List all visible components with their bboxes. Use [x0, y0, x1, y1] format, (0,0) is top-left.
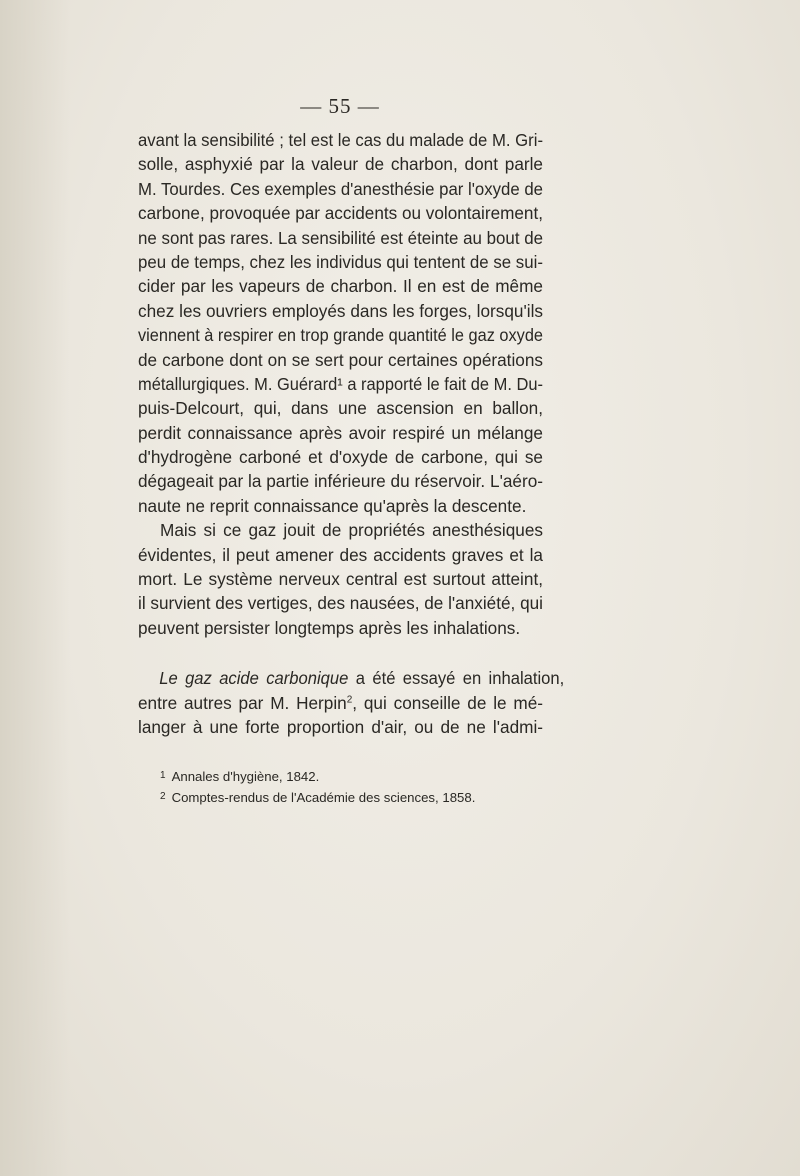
- text-line: Mais si ce gaz jouit de propriétés anesthésiques: [160, 520, 543, 541]
- text-fragment: , qui conseille de le mé-: [352, 692, 543, 713]
- footnote-text: Comptes-rendus de l'Académie des sciences, 1858.: [171, 790, 476, 805]
- footnote-reference: 2: [346, 693, 353, 705]
- paragraph-gap: [138, 640, 543, 666]
- text-line: cider par les vapeurs de charbon. Il en est de même: [138, 276, 543, 297]
- footnote: [160, 765, 475, 786]
- text-line: de carbone dont on se sert pour certaines opérations: [138, 349, 543, 370]
- footnote: [160, 786, 475, 807]
- text-line: mort. Le système nerveux central est surtout atteint,: [138, 569, 543, 590]
- footnote-mark: 2: [160, 791, 166, 802]
- text-fragment: a été essayé en inhalation,: [348, 668, 565, 689]
- body-text: [138, 128, 565, 739]
- italic-term: Le gaz acide carbonique: [159, 668, 349, 689]
- text-line: d'hydrogène carboné et d'oxyde de carbone, qui se: [138, 447, 543, 468]
- text-line: ne sont pas rares. La sensibilité est éteinte au bout de: [138, 227, 544, 248]
- text-line: [138, 666, 564, 690]
- page-number: — 55 —: [300, 94, 380, 118]
- text-line: langer à une forte proportion d'air, ou de ne l'admi-: [138, 716, 543, 737]
- text-fragment: entre autres par M. Herpin: [138, 692, 347, 713]
- gutter-shadow: [0, 0, 70, 1176]
- text-line: naute ne reprit connaissance qu'après la descente.: [138, 495, 527, 516]
- text-line: dégageait par la partie inférieure du réservoir. L'aéro-: [138, 471, 543, 492]
- text-line: [138, 691, 543, 715]
- footnote-text: Annales d'hygiène, 1842.: [171, 769, 320, 784]
- text-line: solle, asphyxié par la valeur de charbon, dont parle: [138, 154, 543, 175]
- text-line: chez les ouvriers employés dans les forges, lorsqu'ils: [138, 300, 543, 321]
- footnotes: [160, 765, 475, 807]
- text-line: carbone, provoquée par accidents ou volontairement,: [138, 203, 543, 224]
- text-line: évidentes, il peut amener des accidents graves et la: [138, 544, 543, 565]
- text-line: peuvent persister longtemps après les inhalations.: [138, 617, 521, 638]
- text-line: M. Tourdes. Ces exemples d'anesthésie par l'oxyde de: [138, 178, 543, 199]
- footnote-mark: 1: [160, 770, 166, 781]
- text-line: avant la sensibilité ; tel est le cas du malade de M. Gri-: [138, 130, 544, 150]
- text-line: il survient des vertiges, des nausées, de l'anxiété, qui: [138, 593, 543, 614]
- text-line: peu de temps, chez les individus qui tentent de se sui-: [138, 251, 543, 272]
- text-line: métallurgiques. M. Guérard¹ a rapporté le fait de M. Du-: [138, 373, 543, 394]
- text-line: puis-Delcourt, qui, dans une ascension en ballon,: [138, 398, 543, 419]
- text-line: perdit connaissance après avoir respiré un mélange: [138, 422, 543, 443]
- text-line: viennent à respirer en trop grande quantité le gaz oxyde: [138, 325, 544, 346]
